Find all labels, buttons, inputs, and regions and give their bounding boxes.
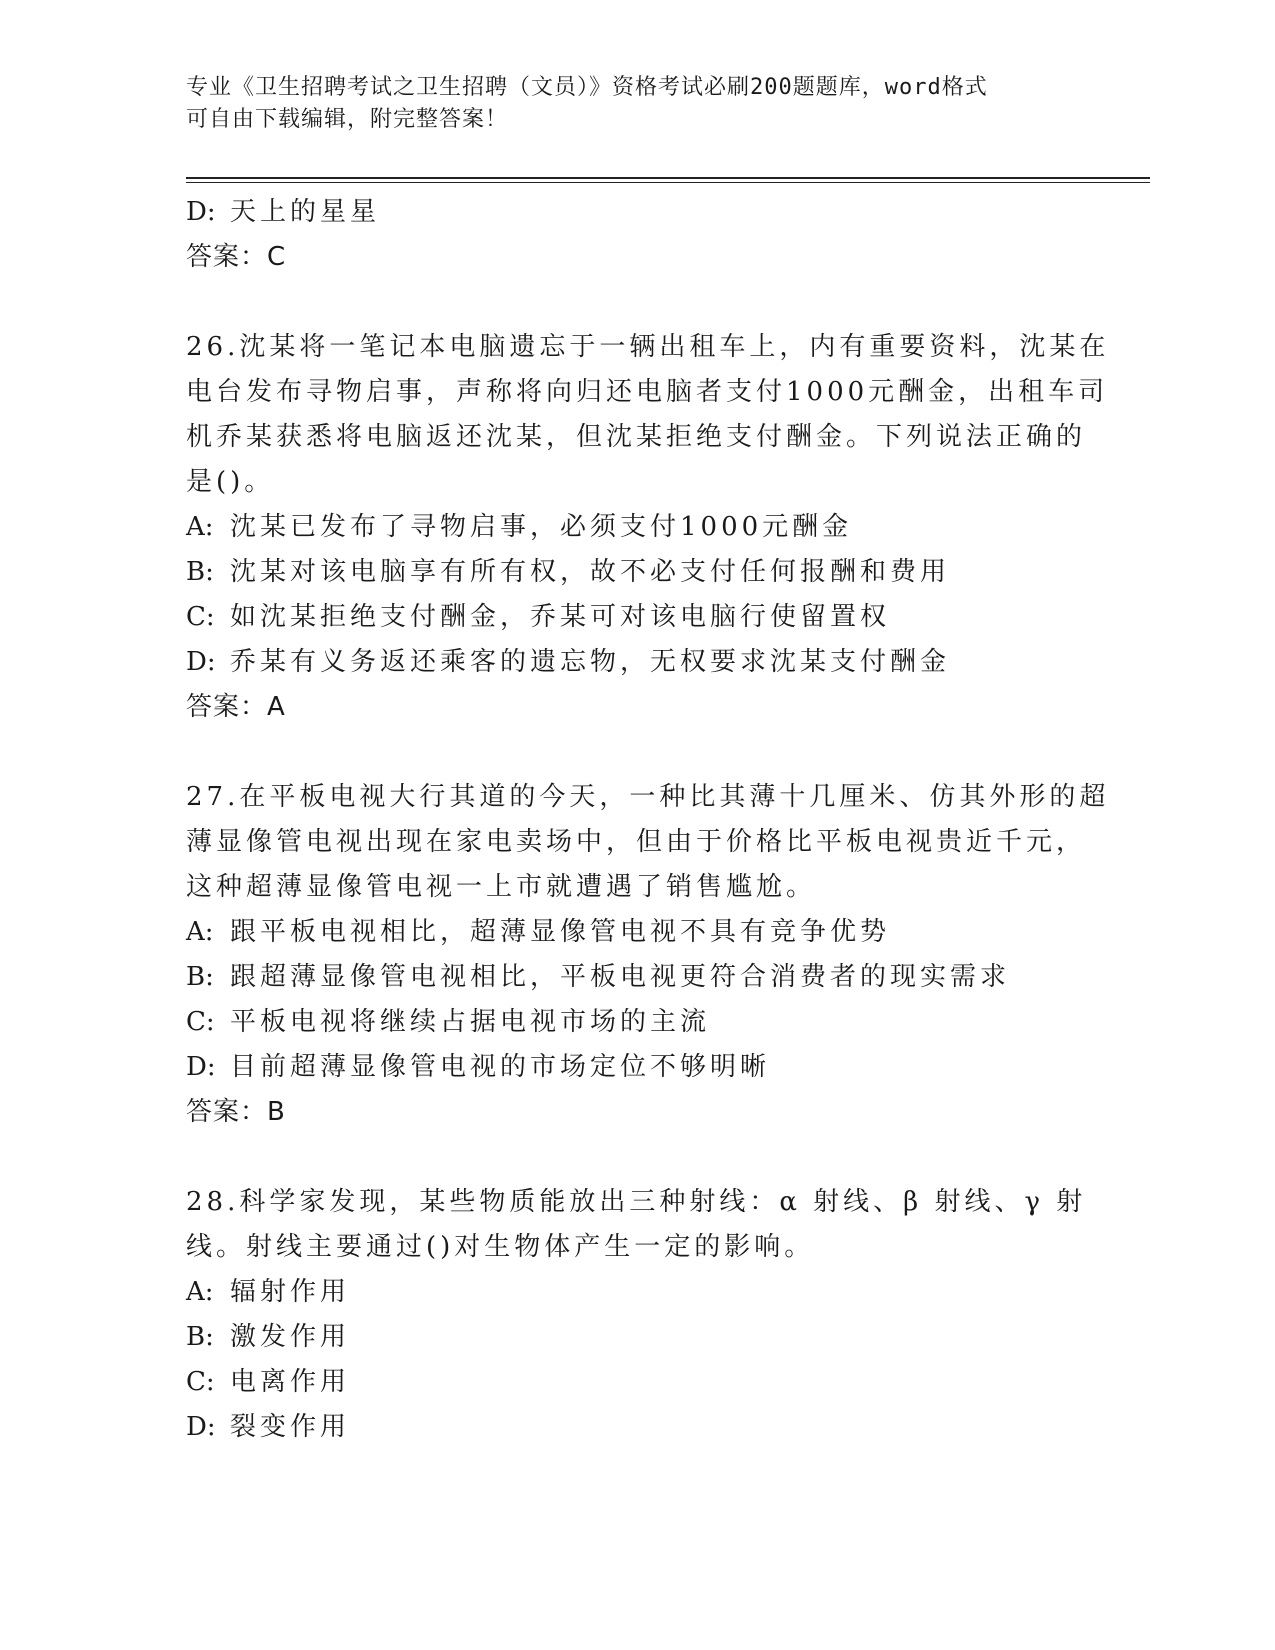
- option-d: [186, 1045, 1086, 1090]
- question-stem-line: 26.沈某将一笔记本电脑遗忘于一辆出租车上，内有重要资料，沈某在: [186, 332, 1110, 362]
- question-stem-line: 线。射线主要通过()对生物体产生一定的影响。: [186, 1232, 815, 1262]
- option-a: [186, 1270, 1086, 1315]
- option-text: 沈某已发布了寻物启事，必须支付1000元酬金: [230, 512, 853, 542]
- question-28: [186, 1180, 1086, 1450]
- option-label: C:: [186, 1007, 215, 1037]
- option-text: 如沈某拒绝支付酬金，乔某可对该电脑行使留置权: [230, 602, 891, 632]
- question-stem-line: 薄显像管电视出现在家电卖场中，但由于价格比平板电视贵近千元，: [186, 827, 1087, 857]
- header-line-2: 可自由下载编辑，附完整答案！: [186, 107, 509, 132]
- option-c: [186, 595, 1086, 640]
- spacer: [186, 730, 1086, 775]
- option-label: D:: [186, 1412, 216, 1442]
- option-d: [186, 640, 1086, 685]
- option-text: 激发作用: [230, 1322, 351, 1352]
- spacer: [186, 280, 1086, 325]
- option-a: [186, 505, 1086, 550]
- header-rule-thick: [186, 177, 1150, 179]
- option-text: 目前超薄显像管电视的市场定位不够明晰: [230, 1052, 771, 1082]
- prev-option-d: [186, 190, 1086, 235]
- option-text: 辐射作用: [230, 1277, 351, 1307]
- option-d: [186, 1405, 1086, 1450]
- spacer: [186, 1135, 1086, 1180]
- answer: 答案：B: [186, 1097, 286, 1127]
- option-c: [186, 1360, 1086, 1405]
- question-27: [186, 775, 1110, 1135]
- option-text: 裂变作用: [230, 1412, 351, 1442]
- option-text: 跟平板电视相比，超薄显像管电视不具有竞争优势: [230, 917, 891, 947]
- option-label: A:: [186, 1277, 214, 1307]
- option-label: B:: [186, 557, 214, 587]
- document-header: [186, 72, 1086, 136]
- option-label: C:: [186, 602, 215, 632]
- question-stem-line: 是()。: [186, 467, 275, 497]
- option-c: [186, 1000, 1086, 1045]
- prev-answer: 答案：C: [186, 242, 287, 272]
- option-b: [186, 1315, 1086, 1360]
- answer: 答案：A: [186, 692, 286, 722]
- option-label: D:: [186, 197, 216, 227]
- question-stem-line: 电台发布寻物启事，声称将向归还电脑者支付1000元酬金，出租车司: [186, 377, 1109, 407]
- option-b: [186, 550, 1086, 595]
- question-stem-line: 28.科学家发现，某些物质能放出三种射线：α 射线、β 射线、γ 射: [186, 1187, 1087, 1217]
- option-label: A:: [186, 917, 214, 947]
- question-stem-line: 27.在平板电视大行其道的今天，一种比其薄十几厘米、仿其外形的超: [186, 782, 1110, 812]
- option-label: A:: [186, 512, 214, 542]
- option-text: 沈某对该电脑享有所有权，故不必支付任何报酬和费用: [230, 557, 951, 587]
- option-text: 乔某有义务返还乘客的遗忘物，无权要求沈某支付酬金: [230, 647, 951, 677]
- document-body: [186, 190, 1110, 1450]
- option-text: 跟超薄显像管电视相比，平板电视更符合消费者的现实需求: [230, 962, 1011, 992]
- option-text: 天上的星星: [230, 197, 381, 227]
- option-text: 平板电视将继续占据电视市场的主流: [230, 1007, 711, 1037]
- option-label: B:: [186, 1322, 214, 1352]
- option-a: [186, 910, 1086, 955]
- question-stem-line: 这种超薄显像管电视一上市就遭遇了销售尴尬。: [186, 872, 817, 902]
- question-stem-line: 机乔某获悉将电脑返还沈某，但沈某拒绝支付酬金。下列说法正确的: [186, 422, 1087, 452]
- option-label: D:: [186, 647, 216, 677]
- option-text: 电离作用: [230, 1367, 351, 1397]
- option-label: B:: [186, 962, 214, 992]
- question-26: [186, 325, 1110, 730]
- option-label: D:: [186, 1052, 216, 1082]
- option-b: [186, 955, 1086, 1000]
- header-rule-thin: [186, 182, 1150, 183]
- option-label: C:: [186, 1367, 215, 1397]
- header-line-1: 专业《卫生招聘考试之卫生招聘（文员）》资格考试必刷200题题库，word格式: [186, 75, 988, 100]
